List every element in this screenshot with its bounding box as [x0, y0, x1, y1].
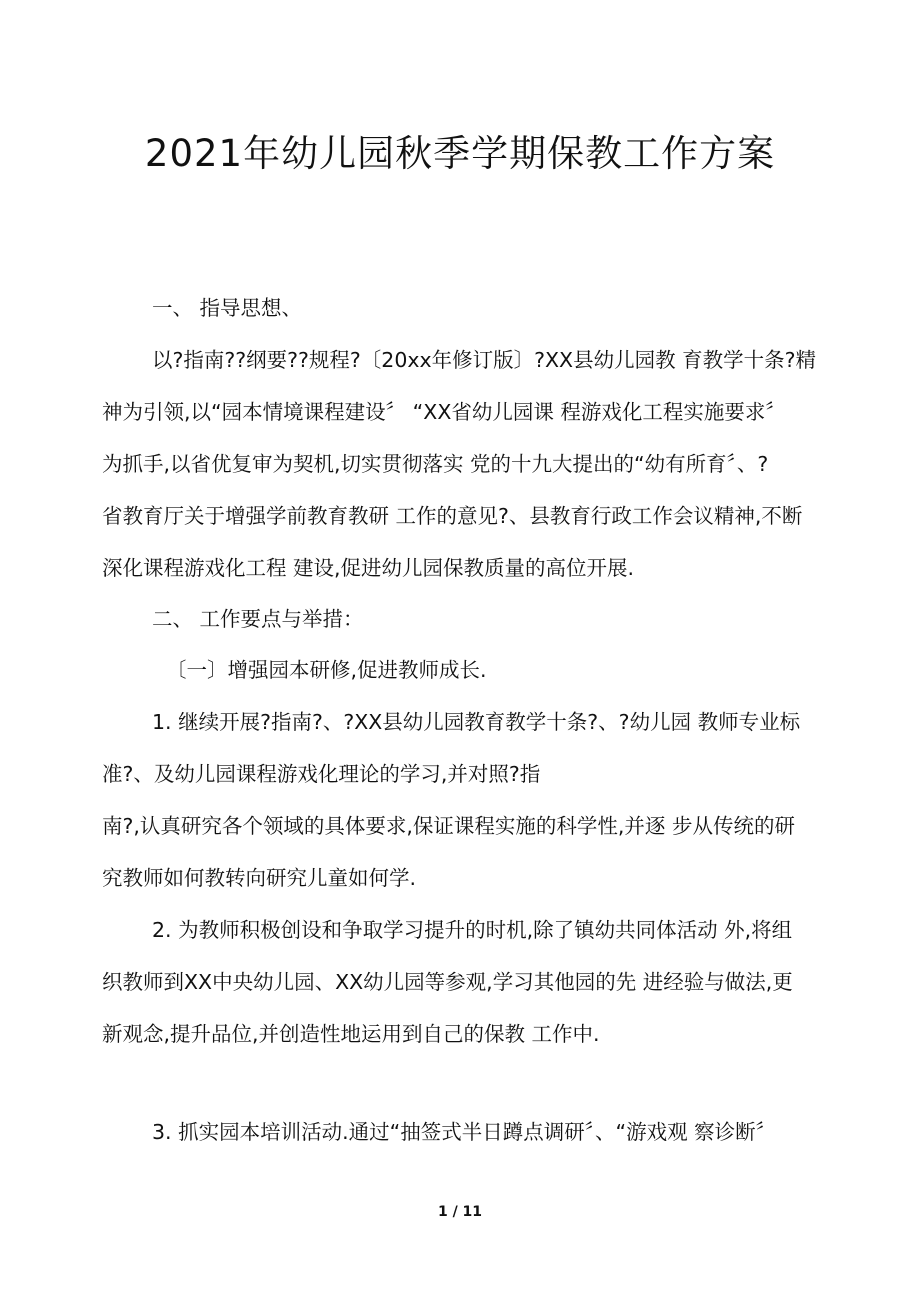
paragraph-line: 织教师到XX中央幼儿园、XX幼儿园等参观,学习其他园的先 进经验与做法,更: [102, 970, 793, 994]
paragraph-line: 神为引领,以“园本情境课程建设〞 “XX省幼儿园课 程游戏化工程实施要求〞: [102, 400, 786, 424]
paragraph-line: 准?、及幼儿园课程游戏化理论的学习,并对照?指: [102, 762, 541, 786]
paragraph-line: 究教师如何教转向研究儿童如何学.: [102, 866, 417, 890]
paragraph-line: 2. 为教师积极创设和争取学习提升的时机,除了镇幼共同体活动 外,将组: [152, 918, 793, 942]
paragraph-line: 省教育厅关于增强学前教育教研 工作的意见?、县教育行政工作会议精神,不断: [102, 504, 803, 528]
subsection-heading: 〔一〕增强园本研修,促进教师成长.: [166, 658, 487, 682]
section-heading-guiding-ideology: 一、 指导思想、: [152, 296, 303, 320]
document-title: 2021年幼儿园秋季学期保教工作方案: [144, 132, 776, 175]
paragraph-line: 以?指南??纲要??规程?〔20xx年修订版〕?XX县幼儿园教 育教学十条?精: [152, 348, 816, 372]
paragraph-line: 为抓手,以省优复审为契机,切实贯彻落实 党的十九大提出的“幼有所育〞、?: [102, 452, 769, 476]
page-number: 1 / 11: [437, 1204, 483, 1220]
paragraph-line: 3. 抓实园本培训活动.通过“抽签式半日蹲点调研〞、“游戏观 察诊断〞: [152, 1120, 777, 1144]
paragraph-line: 南?,认真研究各个领域的具体要求,保证课程实施的科学性,并逐 步从传统的研: [102, 814, 795, 838]
paragraph-line: 深化课程游戏化工程 建设,促进幼儿园保教质量的高位开展.: [102, 556, 635, 580]
section-heading-work-points: 二、 工作要点与举措：: [152, 607, 364, 631]
paragraph-line: 1. 继续开展?指南?、?XX县幼儿园教育教学十条?、?幼儿园 教师专业标: [152, 710, 801, 734]
paragraph-line: 新观念,提升品位,并创造性地运用到自己的保教 工作中.: [102, 1022, 600, 1046]
